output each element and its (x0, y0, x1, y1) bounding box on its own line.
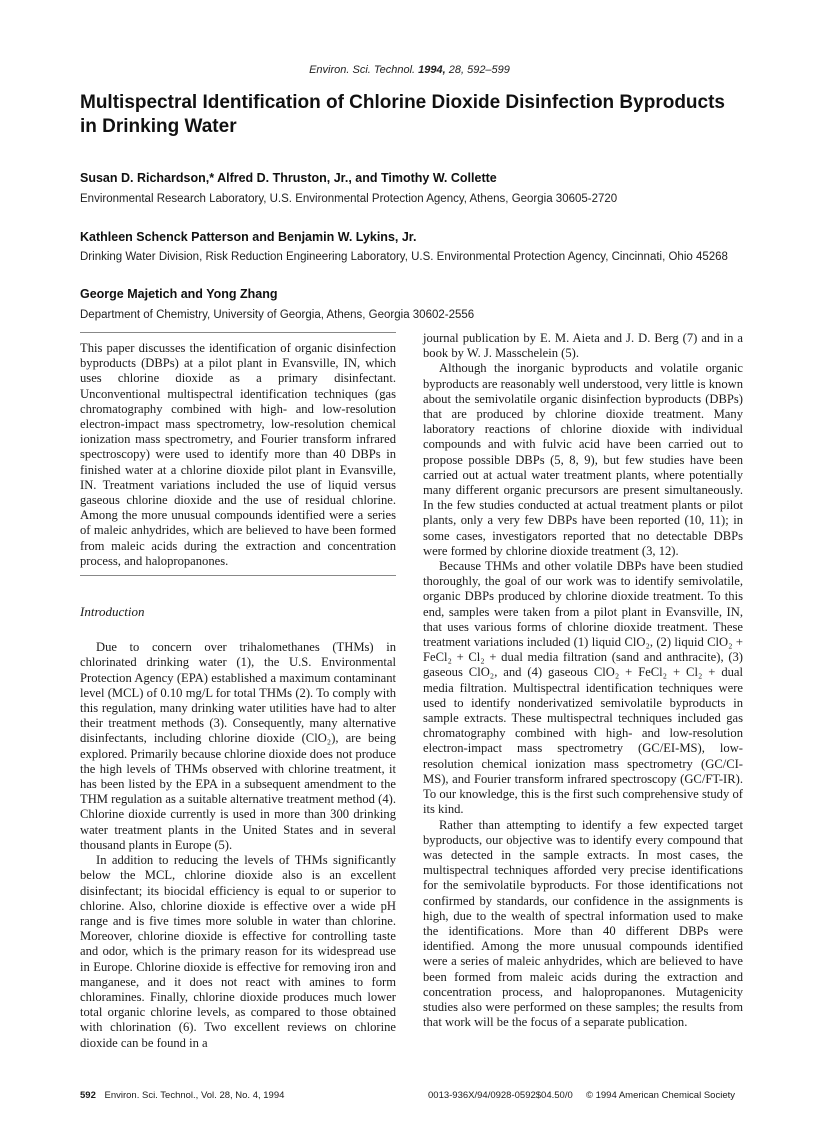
journal-year: 1994, (418, 64, 446, 76)
abstract: This paper discusses the identification of organic disinfection byproducts (DBPs) at a pilot plant in Evansville, IN, which uses chlorine dioxide as a primary disinfectant. Unconventional multispectral identification techniques (gas chromatography combined with high- and low-resolution electron-impact mass spectrometry, low-resolution chemical ionization mass spectrometry, and Fourier transform infrared spectroscopy) were used to identify more than 40 DBPs in finished water at a chlorine dioxide pilot plant in Evansville, IN. Treatment variations included the use of liquid versus gaseous chlorine dioxide and the use of residual chlorine. Among the more unusual compounds identified were a series of maleic anhydrides, which are believed to have been formed from maleic acids during the extraction and concentration process, and halopropanones. (80, 341, 396, 568)
body-paragraph: Due to concern over trihalomethanes (THMs) in chlorinated drinking water (1), the U.S. Environmental Protection Agency (EPA) established a maximum contaminant level (MCL) of 0.10 mg/L for total THMs (2). To comply with this regulation, many drinking water utilities have had to alter their treatment methods (3). Consequently, many alternative disinfectants, including chlorine dioxide (ClO₂), are being explored. Primarily because chlorine dioxide does not produce the high levels of THMs observed with chlorine treatment, it has been listed by the EPA in a subsequent amendment to the THM regulation as a suitable alternative treatment method (4). Chlorine dioxide currently is used in more than 300 drinking water treatment plants in the United States and in several thousand plants in Europe (5). (80, 640, 396, 852)
section-heading-introduction: Introduction (80, 604, 145, 620)
page-number: 592 (80, 1090, 96, 1101)
footer-left (80, 1090, 284, 1101)
author-line: George Majetich and Yong Zhang (80, 287, 278, 301)
author-line: Susan D. Richardson,* Alfred D. Thruston, Jr., and Timothy W. Collette (80, 171, 497, 185)
body-paragraph: Rather than attempting to identify a few expected target byproducts, our objective was to identify every compound that was detected in the sample extracts. In most cases, the multispectral techniques afforded very precise identifications for the semivolatile byproducts. For those identifications not confirmed by standards, our confidence in the assignments is high, due to the wealth of spectral information used to make the identifications. More than 40 different DBPs were identified. Among the more unusual compounds identified were a series of maleic anhydrides, which are believed to have been formed from maleic acids during the extraction and concentration process, and halopropanones. Mutagenicity studies also were performed on these samples; the results from that work will be the focus of a separate publication. (423, 817, 743, 1030)
left-column (80, 332, 396, 1051)
journal-name: Environ. Sci. Technol. (309, 64, 416, 76)
footer-copyright: © 1994 American Chemical Society (585, 1090, 735, 1101)
body-paragraph: journal publication by E. M. Aieta and J. D. Berg (7) and in a book by W. J. Masschelein (5). (423, 331, 743, 361)
body-paragraph: Because THMs and other volatile DBPs have been studied thoroughly, the goal of our work was to identify semivolatile, organic DBPs produced by chlorine dioxide treatment. To this end, samples were taken from a pilot plant in Evansville, IN, that uses various forms of chlorine dioxide treatment. These treatment variations included (1) liquid ClO₂, (2) liquid ClO₂ + FeCl₂ + Cl₂ + dual media filtration (sand and anthracite), (3) gaseous ClO₂, and (4) gaseous ClO₂ + FeCl₂ + Cl₂ + dual media filtration. Multispectral identification techniques were used to identify nonderivatized semivolatile byproducts in sample extracts. These multispectral techniques included gas chromatography combined with high- and low-resolution electron-impact mass spectrometry (GC/EI-MS), low-resolution chemical ionization mass spectrometry (GC/CI-MS), and Fourier transform infrared spectroscopy (GC/FT-IR). To our knowledge, this is the first such comprehensive study of its kind. (423, 559, 743, 817)
footer-right (428, 1090, 735, 1101)
body-paragraph: In addition to reducing the levels of THMs significantly below the MCL, chlorine dioxide also is an excellent disinfectant; its biocidal efficiency is equal to or superior to chlorine. Also, chlorine dioxide is effective over a wide pH range and is five times more soluble in water than chlorine. Moreover, chlorine dioxide is effective for controlling taste and odor, which is the primary reason for its widespread use in Europe. Chlorine dioxide is effective for removing iron and manganese, and it does not react with amines to form chloramines. Finally, chlorine dioxide produces much lower total organic chlorine levels, as compared to those obtained with chlorination (6). Two excellent reviews on chlorine dioxide can be found in a (80, 853, 396, 1050)
body-paragraph: Although the inorganic byproducts and volatile organic byproducts are reasonably well understood, very little is known about the semivolatile organic disinfection byproducts (DBPs) that are produced by chlorine dioxide treatment. Many laboratory reactions of chlorine dioxide with individual compounds and with fulvic acid have been carried out to propose possible DBPs (5, 8, 9), but few studies have been carried out at actual water treatment plants, where potentially many different organic precursors are present simultaneously. In the few studies conducted at actual treatment plants or pilot plants, only a very few DBPs have been reported (10, 11); in some cases, investigators reported that no detectable DBPs were formed by chlorine dioxide treatment (3, 12). (423, 361, 744, 558)
abstract-top-rule (80, 332, 396, 333)
article-title: Multispectral Identification of Chlorine Dioxide Disinfection Byproducts in Drinking Water (80, 92, 725, 137)
right-column (423, 331, 743, 1030)
footer-journal-info: Environ. Sci. Technol., Vol. 28, No. 4, 1994 (104, 1090, 285, 1101)
abstract-bottom-rule (80, 575, 396, 576)
author-line: Kathleen Schenck Patterson and Benjamin W. Lykins, Jr. (80, 230, 417, 244)
affiliation: Drinking Water Division, Risk Reduction Engineering Laboratory, U.S. Environmental Protection Agency, Cincinnati, Ohio 45268 (80, 251, 728, 263)
journal-volume-pages: 28, 592–599 (448, 64, 510, 76)
journal-header (0, 64, 819, 76)
affiliation: Environmental Research Laboratory, U.S. Environmental Protection Agency, Athens, Georgia 30605-2720 (80, 193, 618, 205)
footer-doi: 0013-936X/94/0928-0592$04.50/0 (428, 1090, 573, 1101)
affiliation: Department of Chemistry, University of Georgia, Athens, Georgia 30602-2556 (80, 309, 475, 321)
